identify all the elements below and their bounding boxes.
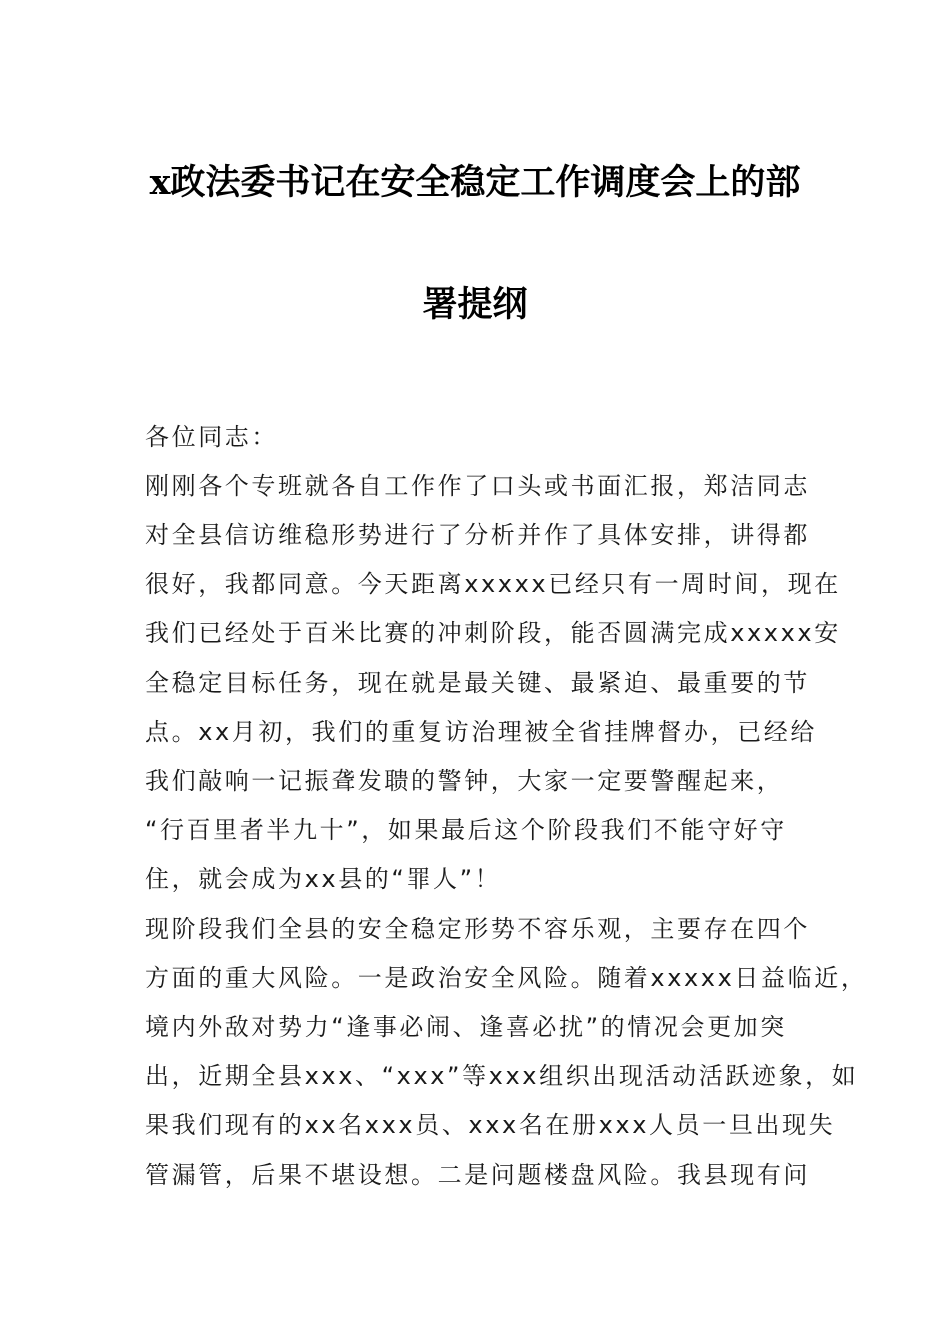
paragraph-line: 刚刚各个专班就各自工作作了口头或书面汇报，郑洁同志	[145, 472, 810, 500]
paragraph-line: 管漏管，后果不堪设想。二是问题楼盘风险。我县现有问	[145, 1161, 810, 1189]
paragraph-line: 很好，我都同意。今天距离xxxxx已经只有一周时间，现在	[145, 570, 841, 598]
paragraph-line: 我们敲响一记振聋发聩的警钟，大家一定要警醒起来，	[145, 767, 784, 795]
document-title-line-2: 署提纲	[422, 284, 528, 325]
paragraph-line: 境内外敌对势力“逢事必闹、逢喜必扰”的情况会更加突	[145, 1013, 787, 1041]
paragraph-line: 全稳定目标任务，现在就是最关键、最紧迫、最重要的节	[145, 669, 810, 697]
paragraph-line: 我们已经处于百米比赛的冲刺阶段，能否圆满完成xxxxx安	[145, 619, 841, 647]
paragraph-line: “行百里者半九十”，如果最后这个阶段我们不能守好守	[145, 816, 787, 844]
paragraph-line: 对全县信访维稳形势进行了分析并作了具体安排，讲得都	[145, 521, 810, 549]
paragraph-line: 点。xx月初，我们的重复访治理被全省挂牌督办，已经给	[145, 718, 818, 746]
paragraph-line: 住，就会成为xx县的“罪人”！	[145, 865, 502, 893]
paragraph-line: 果我们现有的xx名xxx员、xxx名在册xxx人员一旦出现失	[145, 1111, 836, 1139]
paragraph-line: 方面的重大风险。一是政治安全风险。随着xxxxx日益临近，	[145, 964, 868, 992]
salutation: 各位同志：	[145, 423, 278, 451]
paragraph-line: 现阶段我们全县的安全稳定形势不容乐观，主要存在四个	[145, 915, 810, 943]
paragraph-line: 出，近期全县xxx、“xxx”等xxx组织出现活动活跃迹象，如	[145, 1062, 859, 1090]
document-title-line-1: x政法委书记在安全稳定工作调度会上的部	[149, 162, 801, 203]
